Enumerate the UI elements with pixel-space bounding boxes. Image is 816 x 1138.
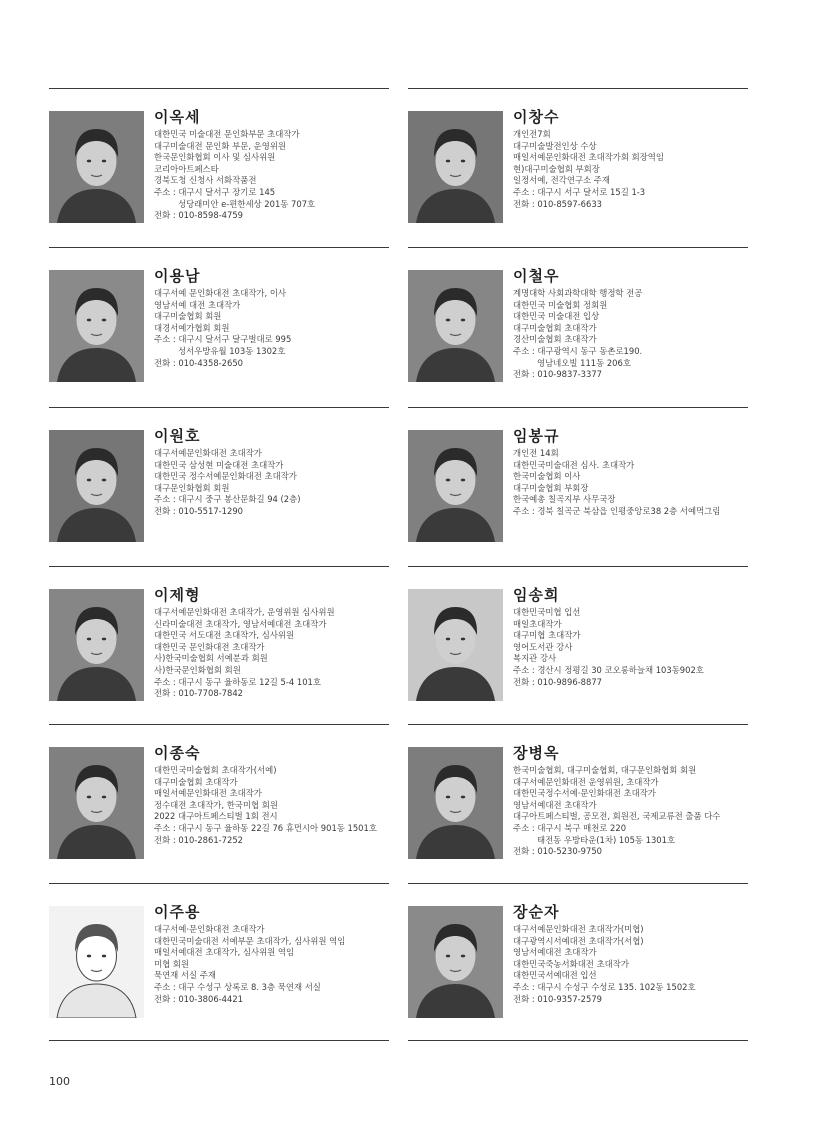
- artist-detail-line: 대한민국미술대전 심사. 초대작가: [513, 459, 635, 470]
- artist-name: 이철우: [513, 267, 560, 285]
- artist-detail-line: 대구미술협회 부회장: [513, 482, 589, 493]
- artist-detail-line: 주소 : 대구시 서구 달서로 15길 1-3: [513, 186, 646, 197]
- artist-info: [513, 267, 753, 381]
- artist-entry: [408, 247, 748, 406]
- artist-detail-line: 미협 회원: [154, 958, 190, 969]
- artist-detail-line: 태전동 우방타운(1차) 105동 1301호: [537, 834, 676, 845]
- artist-entry: [49, 407, 389, 566]
- artist-photo: [49, 589, 144, 701]
- artist-detail-line: 대구문인화협회 회원: [154, 482, 230, 493]
- artist-detail-line: 개인전7회: [513, 129, 551, 139]
- artist-detail-line: 대구미술협회 회원: [154, 311, 222, 322]
- artist-detail-line: 대구서예문인화대전 초대작가: [154, 448, 262, 458]
- artist-detail-line: 주소 : 대구시 동구 율하동로 12길 5-4 101호: [154, 676, 321, 687]
- artist-photo: [49, 430, 144, 542]
- artist-entry: [408, 566, 748, 725]
- artist-entry: [49, 247, 389, 406]
- artist-detail-line: 주소 : 대구시 달서구 장기로 145: [154, 186, 276, 197]
- artist-detail-line: 묵연재 서실 주재: [154, 970, 216, 981]
- artist-name: 이종숙: [154, 744, 201, 762]
- artist-detail-line: 정수대전 초대작가, 한국미협 회원: [154, 799, 278, 810]
- artist-detail-line: 주소 : 대구시 달서구 달구벌대로 995: [154, 334, 292, 345]
- artist-info: [513, 903, 753, 1005]
- artist-info: [154, 586, 394, 700]
- artist-detail-line: 전화 : 010-4358-2650: [154, 357, 243, 368]
- artist-detail-line: 한국문인화협회 이사 및 심사위원: [154, 152, 276, 163]
- artist-name: 이제형: [154, 586, 201, 604]
- artist-detail-line: 일정서예, 전각연구소 주재: [513, 175, 610, 186]
- artist-photo: [408, 270, 503, 382]
- column-bottom-rule: [408, 1040, 748, 1041]
- artist-detail-line: 대구미술발전인상 수상: [513, 140, 597, 151]
- artist-info: [154, 903, 394, 1005]
- artist-detail-line: 2022 대구아트페스티벌 1회 전시: [154, 811, 278, 822]
- artist-detail-line: 성서우방유월 103동 1302호: [178, 345, 286, 356]
- artist-detail-line: 대구미술협회 초대작가: [513, 322, 597, 333]
- column-bottom-rule: [49, 1040, 389, 1041]
- artist-detail-line: 대한민국 삼성현 미술대전 초대작가: [154, 459, 284, 470]
- artist-detail-line: 전화 : 010-8598-4759: [154, 210, 243, 221]
- artist-detail-line: 대한민국 미술대전 입상: [513, 311, 600, 322]
- artist-name: 이주용: [154, 903, 201, 921]
- artist-photo: [408, 430, 503, 542]
- artist-photo: [408, 589, 503, 701]
- artist-info: [513, 586, 753, 688]
- artist-info: [513, 744, 753, 858]
- artist-detail-line: 대구아트페스티벌, 공모전, 회원전, 국제교류전 출품 다수: [513, 811, 721, 822]
- artist-photo: [408, 747, 503, 859]
- artist-detail-line: 전화 : 010-9357-2579: [513, 993, 602, 1004]
- artist-detail-line: 주소 : 대구광역시 동구 동촌로190.: [513, 345, 643, 356]
- artist-photo: [408, 906, 503, 1018]
- artist-detail-line: 대한민국 미술대전 문인화부문 초대작가: [154, 129, 300, 139]
- page-number: 100: [49, 1075, 70, 1088]
- artist-name: 이옥세: [154, 108, 201, 126]
- artist-detail-line: 한국예총 칠곡지부 사무국장: [513, 494, 616, 505]
- artist-detail-line: 전화 : 010-7708-7842: [154, 688, 243, 699]
- artist-detail-line: 대한민국서예대전 입선: [513, 970, 597, 981]
- artist-photo: [49, 747, 144, 859]
- artist-detail-line: 대한민국 서도대전 초대작가, 심사위원: [154, 630, 295, 641]
- artist-detail-line: 영남서예 대전 초대작가: [154, 299, 241, 310]
- artist-detail-line: 매일서예대전 초대작가, 심사위원 역임: [154, 947, 295, 958]
- artist-detail-line: 주소 : 경북 칠곡군 북삼읍 인평중앙로38 2층 서예먹그림: [513, 505, 721, 516]
- artist-entry: [49, 883, 389, 1042]
- artist-detail-line: 매일서예문인화대전 초대작가: [154, 788, 262, 799]
- artist-detail-line: 영어도서관 강사: [513, 641, 573, 652]
- artist-name: 장병옥: [513, 744, 560, 762]
- artist-info: [154, 744, 394, 846]
- artist-detail-line: 복지관 강사: [513, 653, 557, 664]
- artist-detail-line: 대한민국미협 입선: [513, 607, 581, 617]
- artist-photo: [49, 111, 144, 223]
- artist-detail-line: 한국미술협회 이사: [513, 471, 581, 482]
- artist-detail-line: 주소 : 대구시 수성구 수성로 135. 102동 1502호: [513, 981, 696, 992]
- artist-detail-line: 매일서예문인화대전 초대작가회 회장역임: [513, 152, 664, 163]
- artist-detail-line: 전화 : 010-5517-1290: [154, 505, 243, 516]
- artist-name: 장순자: [513, 903, 560, 921]
- artist-entry: [408, 88, 748, 247]
- artist-detail-line: 대구서예문인화대전 초대작가(미협): [513, 924, 644, 934]
- artist-detail-line: 대구서예·문인화대전 초대작가: [154, 924, 265, 934]
- artist-detail-line: 주소 : 경산시 정평길 30 코오롱하늘채 103동902호: [513, 664, 704, 675]
- artist-name: 임봉규: [513, 427, 560, 445]
- artist-detail-line: 대구서예 문인화대전 초대작가, 이사: [154, 288, 287, 298]
- artist-name: 이원호: [154, 427, 201, 445]
- artist-name: 이용남: [154, 267, 201, 285]
- artist-entry: [408, 883, 748, 1042]
- artist-name: 이창수: [513, 108, 560, 126]
- artist-info: [513, 427, 753, 518]
- artist-detail-line: 대구광역시서예대전 초대작가(서협): [513, 935, 644, 946]
- artist-detail-line: 계명대학 사회과학대학 행정학 전공: [513, 288, 643, 298]
- artist-detail-line: 영남네오빌 111동 206호: [537, 357, 631, 368]
- artist-detail-line: 신라미술대전 초대작가, 영남서예대전 초대작가: [154, 618, 327, 629]
- artist-photo: [408, 111, 503, 223]
- artist-info: [154, 108, 394, 222]
- artist-detail-line: 전화 : 010-2861-7252: [154, 834, 243, 845]
- artist-detail-line: 매일초대작가: [513, 618, 562, 629]
- artist-detail-line: 대한민국미술대전 서예부문 초대작가, 심사위원 역임: [154, 935, 346, 946]
- artist-detail-line: 대구서예문인화대전 운영위원, 초대작가: [513, 776, 659, 787]
- artist-detail-line: 대한민국 정수서예문인화대전 초대작가: [154, 471, 297, 482]
- artist-info: [513, 108, 753, 210]
- artist-detail-line: 사)한국미술협회 서예분과 회원: [154, 653, 268, 664]
- artist-detail-line: 전화 : 010-9896-8877: [513, 676, 602, 687]
- artist-detail-line: 현)대구미술협회 부회장: [513, 163, 600, 174]
- artist-entry: [49, 724, 389, 883]
- artist-detail-line: 대한민국죽농서화대전 초대작가: [513, 958, 629, 969]
- artist-entry: [408, 407, 748, 566]
- artist-detail-line: 개인전 14회: [513, 448, 559, 458]
- artist-detail-line: 영남서예대전 초대작가: [513, 799, 597, 810]
- artist-detail-line: 대한민국미술협회 초대작가(서예): [154, 765, 277, 775]
- artist-detail-line: 주소 : 대구 수성구 상록로 8. 3층 묵연재 서실: [154, 981, 321, 992]
- artist-entry: [49, 566, 389, 725]
- artist-detail-line: 주소 : 대구시 동구 율하동 22길 76 휴먼시아 901동 1501호: [154, 822, 377, 833]
- artist-detail-line: 대한민국 미술협회 정회원: [513, 299, 608, 310]
- artist-detail-line: 전화 : 010-5230-9750: [513, 846, 602, 857]
- artist-detail-line: 대한민국 문인화대전 초대작가: [154, 641, 265, 652]
- artist-detail-line: 주소 : 대구시 북구 매천로 220: [513, 822, 627, 833]
- artist-detail-line: 대구미술대전 문인화 부문, 운영위원: [154, 140, 287, 151]
- artist-photo: [49, 906, 144, 1018]
- artist-detail-line: 대한민국정수서예·문인화대전 초대작가: [513, 788, 656, 799]
- artist-detail-line: 대구미협 초대작가: [513, 630, 581, 641]
- artist-entry: [49, 88, 389, 247]
- artist-detail-line: 영남서예대전 초대작가: [513, 947, 597, 958]
- artist-detail-line: 전화 : 010-8597-6633: [513, 198, 602, 209]
- artist-detail-line: 대구미술협회 초대작가: [154, 776, 238, 787]
- artist-detail-line: 사)한국문인화협회 회원: [154, 664, 241, 675]
- artist-detail-line: 전화 : 010-9837-3377: [513, 369, 602, 380]
- artist-detail-line: 코리아아트페스타: [154, 163, 219, 174]
- artist-detail-line: 성당래미안 e-편한세상 201동 707호: [178, 198, 316, 209]
- artist-entry: [408, 724, 748, 883]
- artist-photo: [49, 270, 144, 382]
- artist-detail-line: 대경서예가협회 회원: [154, 322, 230, 333]
- artist-detail-line: 한국미술협회, 대구미술협회, 대구문인화협회 회원: [513, 765, 697, 775]
- artist-info: [154, 427, 394, 518]
- artist-detail-line: 주소 : 대구시 중구 봉산문화길 94 (2층): [154, 494, 301, 505]
- artist-detail-line: 경산미술협회 초대작가: [513, 334, 597, 345]
- artist-info: [154, 267, 394, 369]
- artist-detail-line: 전화 : 010-3806-4421: [154, 993, 243, 1004]
- artist-detail-line: 경북도청 신청사 서화작품전: [154, 175, 257, 186]
- artist-name: 임송희: [513, 586, 560, 604]
- artist-detail-line: 대구서예문인화대전 초대작가, 운영위원 심사위원: [154, 607, 335, 617]
